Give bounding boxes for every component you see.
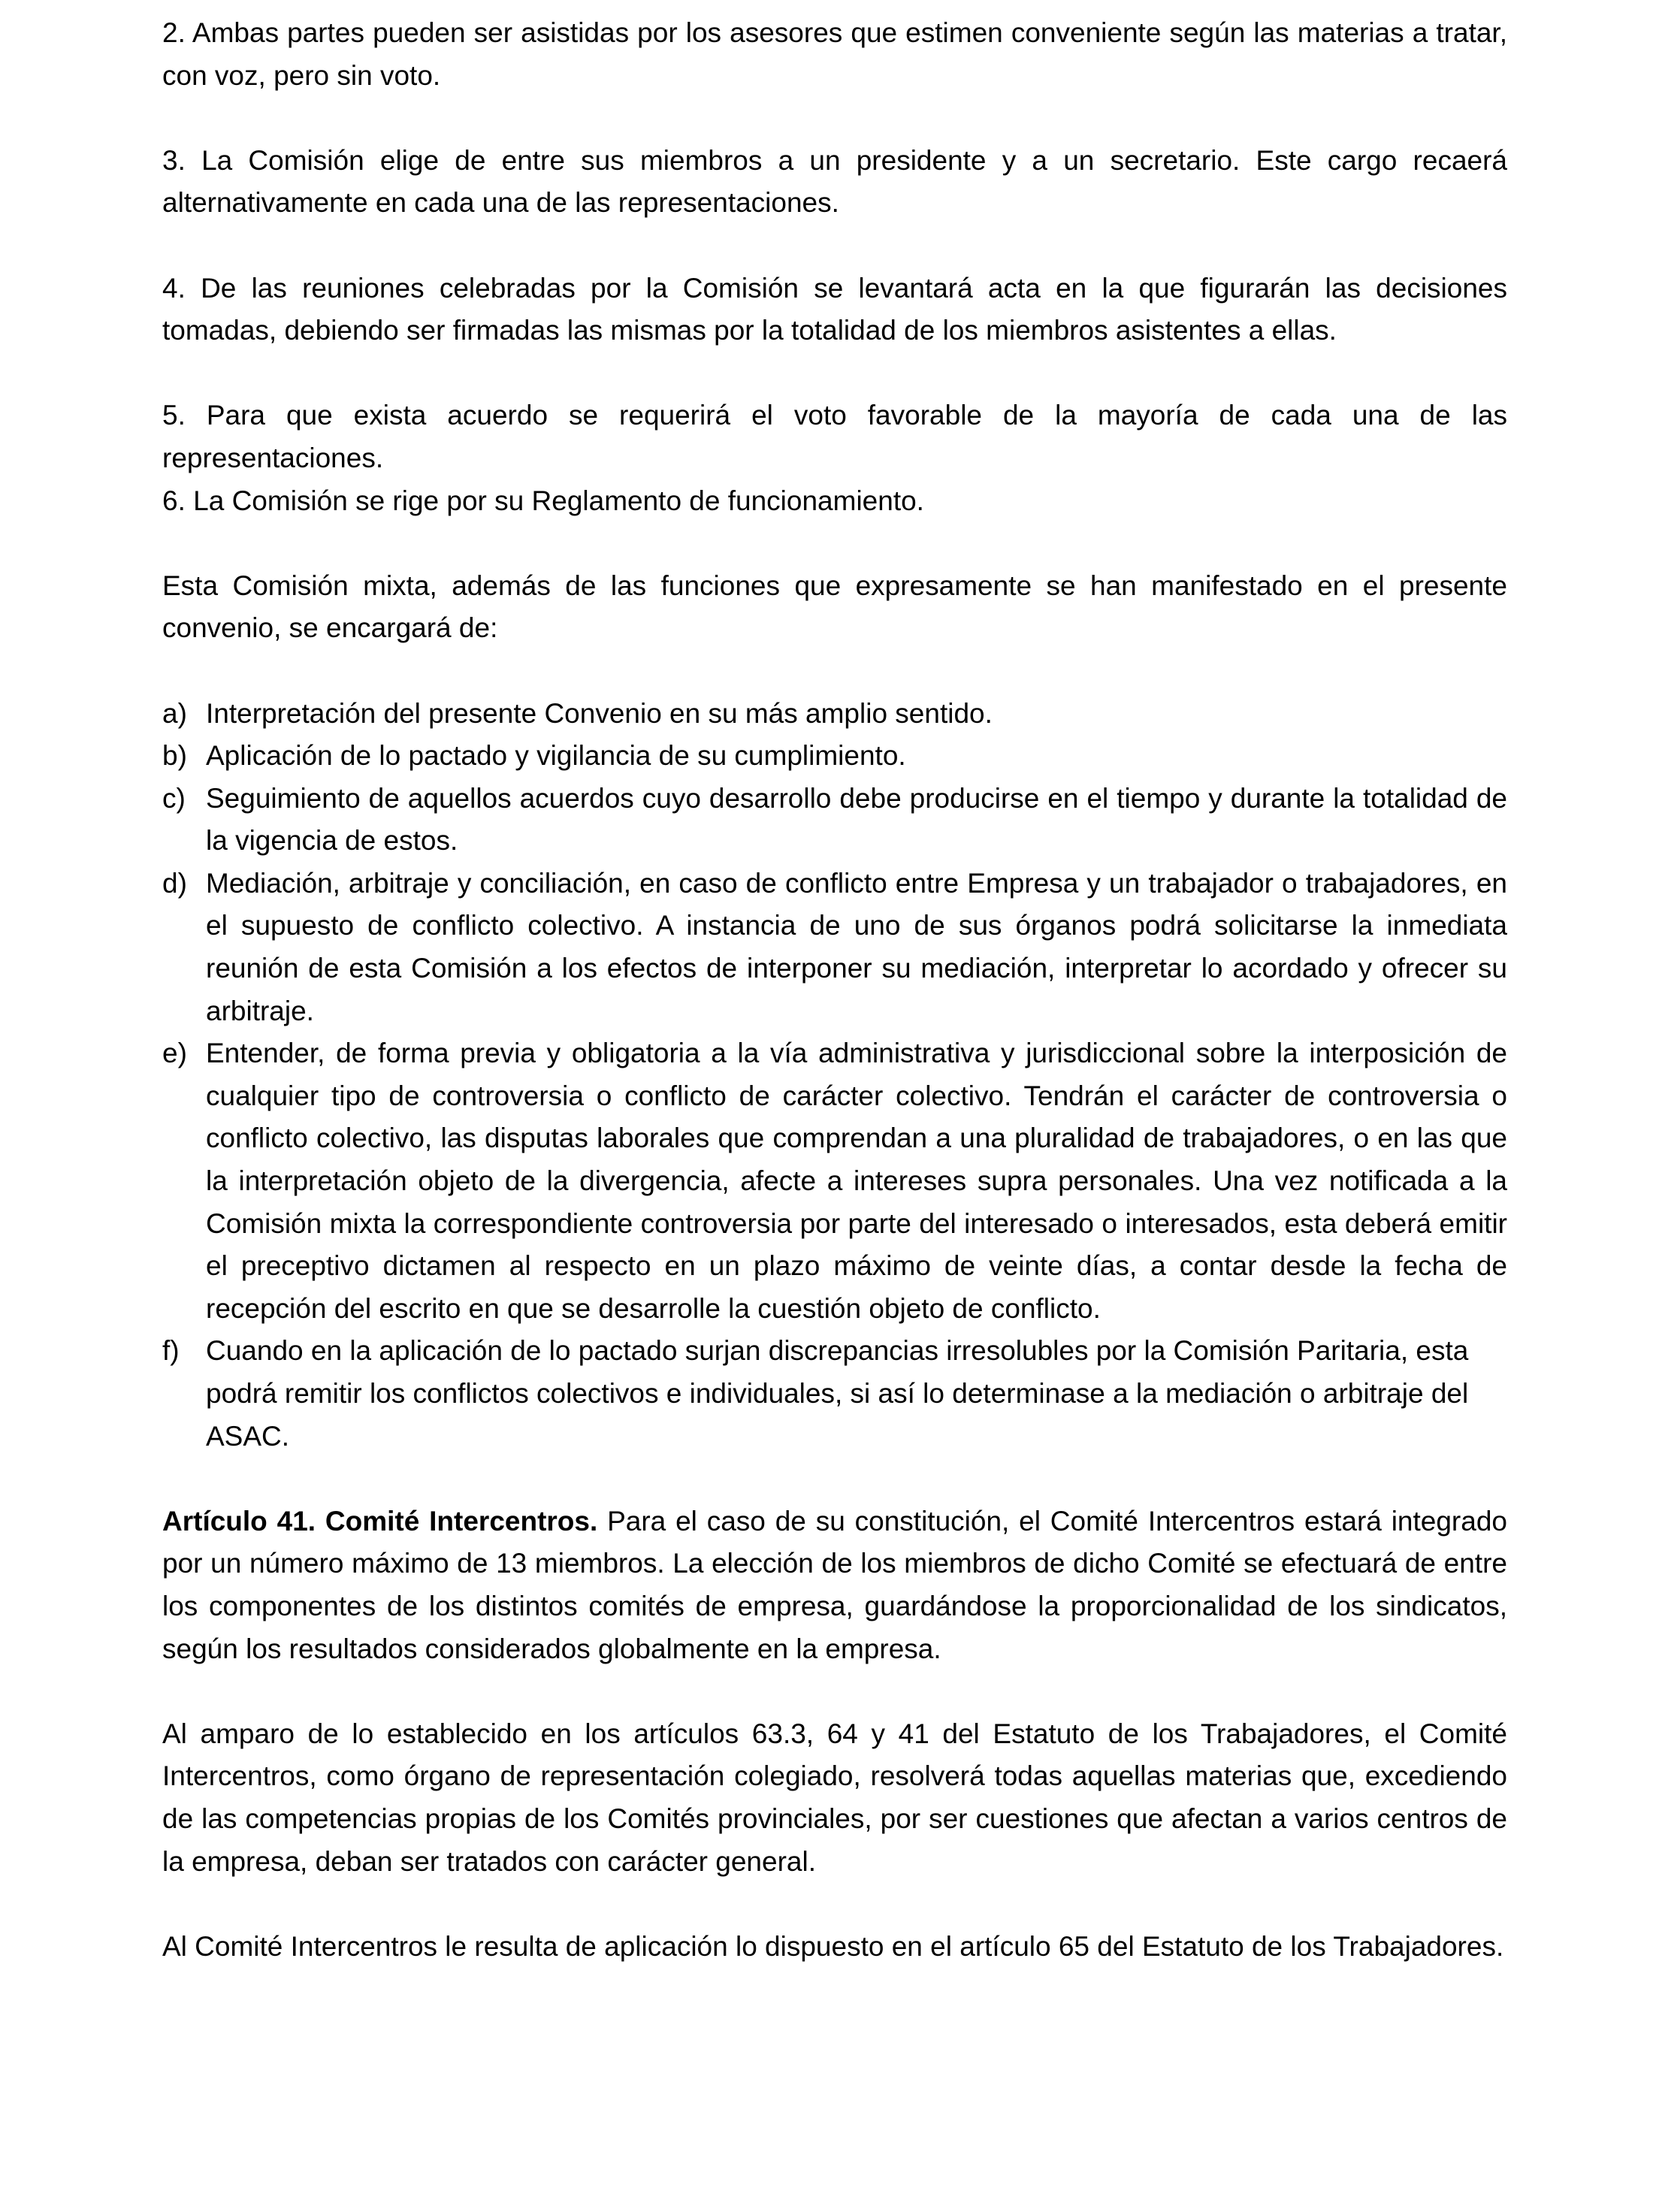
paragraph-estatuto: Al amparo de lo establecido en los artículos 63.3, 64 y 41 del Estatuto de los Trabajadores, el Comité Intercentros, como órgano de representación colegiado, resolverá todas aquellas materias que, excediendo de las competencias propias de los Comités provinciales, por ser cuestiones que afectan a varios centros de la empresa, deban ser tratados con carácter general.	[162, 1718, 1507, 1877]
paragraph-item-3: 3. La Comisión elige de entre sus miembros a un presidente y a un secretario. Este cargo recaerá alternativamente en cada una de las representaciones.	[162, 144, 1507, 219]
list-item	[162, 863, 1507, 1032]
paragraph-item-2: 2. Ambas partes pueden ser asistidas por los asesores que estimen conveniente según las materias a tratar, con voz, pero sin voto.	[162, 17, 1507, 91]
list-label: c)	[162, 782, 186, 814]
functions-list	[162, 693, 1507, 1458]
list-label: a)	[162, 697, 187, 729]
list-item	[162, 693, 1507, 736]
paragraph-item-6: 6. La Comisión se rige por su Reglamento de funcionamiento.	[162, 485, 924, 516]
article-heading: Artículo 41. Comité Intercentros.	[162, 1505, 598, 1537]
paragraph-item-4: 4. De las reuniones celebradas por la Comisión se levantará acta en la que figurarán las decisiones tomadas, debiendo ser firmadas las mismas por la totalidad de los miembros asistentes a ellas.	[162, 272, 1507, 346]
list-item	[162, 1330, 1507, 1458]
article-text: Para el caso de su constitución, el Comité Intercentros estará integrado por un número máximo de 13 miembros. La elección de los miembros de dicho Comité se efectuará de entre los componentes de los distintos comités de empresa, guardándose la proporcionalidad de los sindicatos, según los resultados considerados globalmente en la empresa.	[162, 1505, 1507, 1664]
list-text: Aplicación de lo pactado y vigilancia de su cumplimiento.	[206, 740, 906, 772]
list-text: Cuando en la aplicación de lo pactado surjan discrepancias irresolubles por la Comisión Paritaria, esta podrá remitir los conflictos colectivos e individuales, si así lo determinase a la mediación o arbitraje del ASAC.	[206, 1335, 1469, 1452]
list-label: d)	[162, 867, 187, 899]
paragraph-functions-intro: Esta Comisión mixta, además de las funciones que expresamente se han manifestado en el presente convenio, se encargará de:	[162, 570, 1507, 644]
list-text: Mediación, arbitraje y conciliación, en caso de conflicto entre Empresa y un trabajador o trabajadores, en el supuesto de conflicto colectivo. A instancia de uno de sus órganos podrá solicitarse la inmediata reunión de esta Comisión a los efectos de interponer su mediación, interpretar lo acordado y ofrecer su arbitraje.	[206, 867, 1507, 1026]
paragraph-item-5: 5. Para que exista acuerdo se requerirá el voto favorable de la mayoría de cada una de las representaciones.	[162, 400, 1507, 473]
list-item	[162, 1032, 1507, 1330]
document-page	[162, 12, 1507, 2011]
article-41-paragraph	[162, 1500, 1507, 1670]
list-item	[162, 778, 1507, 863]
list-text: Interpretación del presente Convenio en su más amplio sentido.	[206, 697, 993, 729]
list-item	[162, 735, 1507, 778]
list-label: e)	[162, 1038, 187, 1069]
paragraph-articulo-65: Al Comité Intercentros le resulta de aplicación lo dispuesto en el artículo 65 del Estatuto de los Trabajadores.	[162, 1930, 1504, 1962]
list-label: f)	[162, 1335, 180, 1367]
list-text: Entender, de forma previa y obligatoria a la vía administrativa y jurisdiccional sobre la interposición de cualquier tipo de controversia o conflicto de carácter colectivo. Tendrán el carácter de controversia o conflicto colectivo, las disputas laborales que comprendan a una pluralidad de trabajadores, o en las que la interpretación objeto de la divergencia, afecte a intereses supra personales. Una vez notificada a la Comisión mixta la correspondiente controversia por parte del interesado o interesados, esta deberá emitir el preceptivo dictamen al respecto en un plazo máximo de veinte días, a contar desde la fecha de recepción del escrito en que se desarrolle la cuestión objeto de conflicto.	[206, 1038, 1507, 1324]
list-label: b)	[162, 740, 187, 772]
list-text: Seguimiento de aquellos acuerdos cuyo desarrollo debe producirse en el tiempo y durante la totalidad de la vigencia de estos.	[206, 782, 1507, 857]
